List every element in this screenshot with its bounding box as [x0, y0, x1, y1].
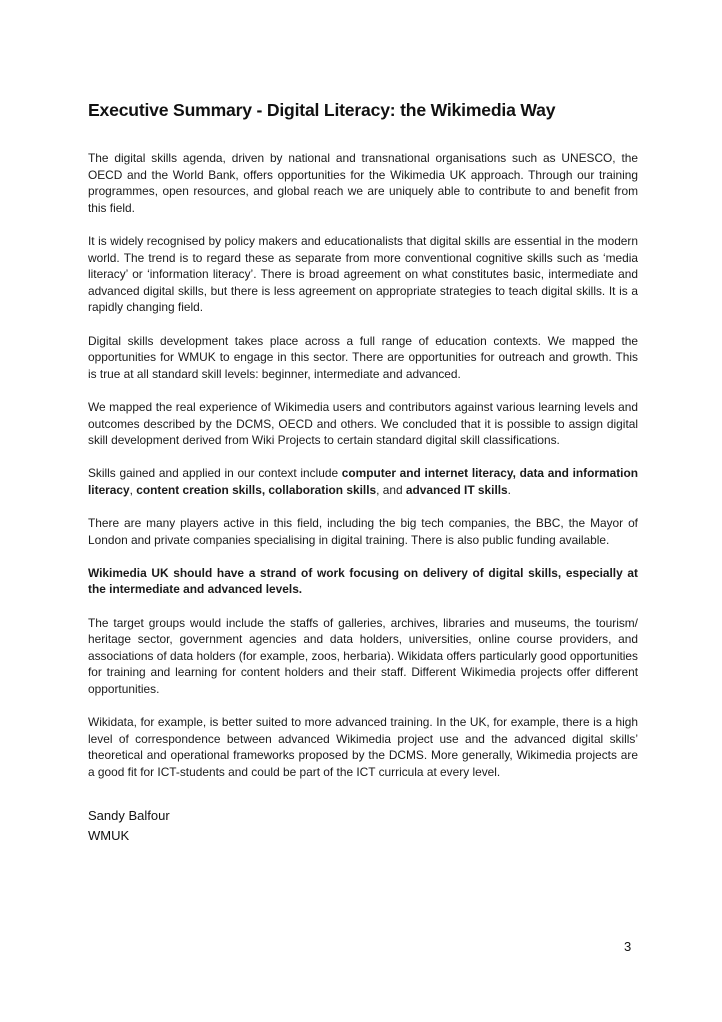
body-paragraph	[88, 333, 638, 383]
text-run: We mapped the real experience of Wikimedia users and contributors against various learning levels and outcomes described by the DCMS, OECD and others. We concluded that it is possible to assign digital skill development derived from Wiki Projects to certain standard digital skill classifications.	[88, 399, 638, 448]
signature-block	[88, 806, 170, 846]
bold-text-run: Wikimedia UK should have a strand of work focusing on delivery of digital skills, especially at the intermediate and advanced levels.	[88, 565, 638, 597]
body-paragraph	[88, 714, 638, 780]
document-body	[88, 150, 638, 797]
bold-text-run: advanced IT skills	[405, 482, 508, 497]
bold-text-run: computer and internet literacy, data and information literacy	[88, 466, 638, 497]
text-run: The digital skills agenda, driven by national and transnational organisations such as UNESCO, the OECD and the World Bank, offers opportunities for the Wikimedia UK approach. Through our training programmes, open resources, and global reach we are uniquely able to contribute to and benefit from this field.	[88, 151, 638, 215]
bold-text-run: content creation skills, collaboration skills	[136, 482, 377, 497]
body-paragraph	[88, 515, 638, 548]
body-paragraph	[88, 150, 638, 216]
body-paragraph	[88, 233, 638, 316]
signature-name: Sandy Balfour	[88, 808, 170, 823]
text-run: Digital skills development takes place across a full range of education contexts. We mapped the opportunities for WMUK to engage in this sector. There are opportunities for outreach and growth. This is true at all standard skill levels: beginner, intermediate and advanced.	[88, 333, 638, 381]
page-title: Executive Summary - Digital Literacy: the Wikimedia Way	[88, 100, 556, 120]
body-paragraph	[88, 615, 638, 698]
text-run: It is widely recognised by policy makers and educationalists that digital skills are essential in the modern world. The trend is to regard these as separate from more conventional cognitive skills such as ‘media literacy’ or ‘information literacy’. There is broad agreement on what constitutes basic, intermediate and advanced digital skills, but there is less agreement on appropriate strategies to teach digital skills. It is a rapidly changing field.	[88, 233, 638, 315]
page-number: 3	[624, 939, 632, 954]
text-run: , and	[376, 482, 406, 497]
text-run: Skills gained and applied in our context include	[88, 466, 342, 481]
body-paragraph	[88, 565, 638, 598]
text-run: Wikidata, for example, is better suited to more advanced training. In the UK, for example, there is a high level of correspondence between advanced Wikimedia project use and the advanced digital skills’ theoretical and operational frameworks proposed by the DCMS. More generally, Wikimedia projects are a good fit for ICT-students and could be part of the ICT curricula at every level.	[88, 715, 638, 779]
text-run: ,	[129, 482, 137, 497]
text-run: There are many players active in this field, including the big tech companies, the BBC, the Mayor of London and private companies specialising in digital training. There is also public funding available.	[88, 516, 638, 547]
body-paragraph	[88, 465, 638, 498]
text-run: .	[507, 482, 511, 497]
signature-org: WMUK	[88, 828, 130, 843]
body-paragraph	[88, 399, 638, 449]
text-run: The target groups would include the staffs of galleries, archives, libraries and museums, the tourism/ heritage sector, government agencies and data holders, universities, online course providers, and associations of data holders (for example, zoos, herbaria). Wikidata offers particularly good opportunities for training and learning for content holders and their staff. Different Wikimedia projects offer different opportunities.	[88, 615, 638, 696]
